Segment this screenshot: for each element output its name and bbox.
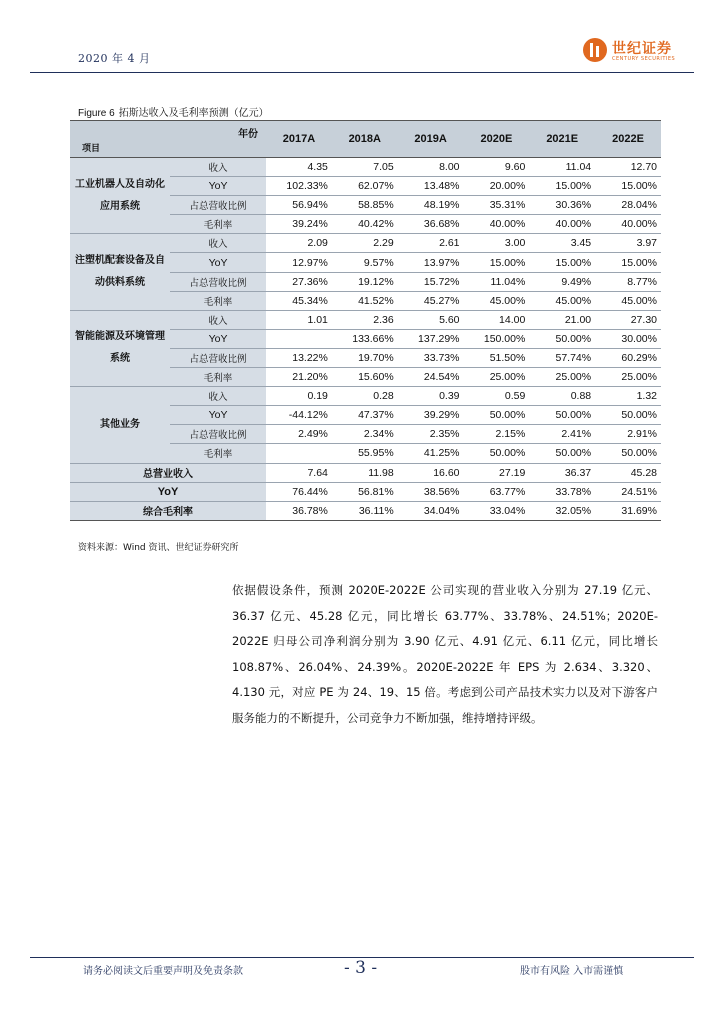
table-cell: 1.01 <box>266 310 332 329</box>
table-cell: 25.00% <box>464 368 530 387</box>
footer-disclaimer: 请务必阅读文后重要声明及免责条款 <box>83 966 243 977</box>
summary-row <box>70 463 661 482</box>
indicator-label: 占总营收比例 <box>170 348 266 367</box>
table-cell: 45.00% <box>529 291 595 310</box>
table-row <box>70 387 661 406</box>
table-cell: 24.54% <box>398 368 464 387</box>
table-cell: 27.19 <box>464 463 530 482</box>
table-cell: 11.04 <box>529 158 595 177</box>
summary-label: 总营业收入 <box>70 463 266 482</box>
logo-mark-icon <box>583 38 607 62</box>
indicator-label: 毛利率 <box>170 368 266 387</box>
indicator-label: 占总营收比例 <box>170 425 266 444</box>
table-cell: 8.00 <box>398 158 464 177</box>
table-cell: 0.59 <box>464 387 530 406</box>
indicator-label: 收入 <box>170 158 266 177</box>
table-cell: 2.15% <box>464 425 530 444</box>
table-cell: 40.00% <box>529 215 595 234</box>
table-cell: 45.00% <box>464 291 530 310</box>
table-header-row <box>70 121 661 158</box>
indicator-label: 收入 <box>170 310 266 329</box>
brand-logo <box>583 38 693 68</box>
data-source-note: 资料来源：Wind 资讯、世纪证券研究所 <box>78 543 239 553</box>
table-cell: 33.04% <box>464 501 530 520</box>
table-cell: 30.36% <box>529 196 595 215</box>
indicator-label: YoY <box>170 329 266 348</box>
table-cell: 9.49% <box>529 272 595 291</box>
table-cell: 27.30 <box>595 310 661 329</box>
table-cell: 32.05% <box>529 501 595 520</box>
table-cell: 45.00% <box>595 291 661 310</box>
table-cell: 0.28 <box>332 387 398 406</box>
table-cell: 3.97 <box>595 234 661 253</box>
table-cell: 56.94% <box>266 196 332 215</box>
table-cell: 41.25% <box>398 444 464 463</box>
table-cell: 13.48% <box>398 177 464 196</box>
figure-number: Figure 6 <box>78 108 115 119</box>
table-cell: 36.78% <box>266 501 332 520</box>
segment-name: 工业机器人及自动化应用系统 <box>70 158 170 234</box>
year-header: 2017A <box>266 121 332 158</box>
indicator-label: 占总营收比例 <box>170 196 266 215</box>
table-cell: 3.45 <box>529 234 595 253</box>
year-header: 2019A <box>398 121 464 158</box>
table-cell: 40.00% <box>464 215 530 234</box>
logo-english-name: CENTURY SECURITIES <box>612 56 676 62</box>
table-cell: -44.12% <box>266 406 332 425</box>
table-cell: 50.00% <box>464 444 530 463</box>
table-cell: 137.29% <box>398 329 464 348</box>
table-cell: 76.44% <box>266 482 332 501</box>
table-cell: 12.97% <box>266 253 332 272</box>
table-cell: 45.27% <box>398 291 464 310</box>
summary-label: 综合毛利率 <box>70 501 266 520</box>
table-row <box>70 310 661 329</box>
table-cell: 9.60 <box>464 158 530 177</box>
report-date: 2020 年 4 月 <box>78 52 151 65</box>
table-cell: 40.00% <box>595 215 661 234</box>
table-cell: 2.61 <box>398 234 464 253</box>
table-cell: 36.68% <box>398 215 464 234</box>
table-cell: 0.39 <box>398 387 464 406</box>
table-cell: 15.00% <box>529 253 595 272</box>
table-cell <box>266 329 332 348</box>
table-cell: 7.64 <box>266 463 332 482</box>
table-cell: 45.28 <box>595 463 661 482</box>
table-cell: 56.81% <box>332 482 398 501</box>
table-cell: 50.00% <box>595 444 661 463</box>
table-cell: 40.42% <box>332 215 398 234</box>
indicator-label: YoY <box>170 253 266 272</box>
table-cell: 15.00% <box>529 177 595 196</box>
table-cell: 50.00% <box>529 406 595 425</box>
table-cell: 1.32 <box>595 387 661 406</box>
table-cell: 47.37% <box>332 406 398 425</box>
table-cell: 38.56% <box>398 482 464 501</box>
table-cell: 36.37 <box>529 463 595 482</box>
table-cell: 15.60% <box>332 368 398 387</box>
forecast-table <box>70 120 661 521</box>
table-cell: 2.34% <box>332 425 398 444</box>
year-header: 2021E <box>529 121 595 158</box>
table-cell: 36.11% <box>332 501 398 520</box>
table-cell: 7.05 <box>332 158 398 177</box>
table-cell: 13.22% <box>266 348 332 367</box>
table-cell: 0.19 <box>266 387 332 406</box>
table-cell: 2.09 <box>266 234 332 253</box>
table-row <box>70 158 661 177</box>
table-cell: 3.00 <box>464 234 530 253</box>
table-cell: 25.00% <box>529 368 595 387</box>
indicator-label: 毛利率 <box>170 215 266 234</box>
table-cell: 24.51% <box>595 482 661 501</box>
analysis-paragraph: 依据假设条件，预测 2020E-2022E 公司实现的营业收入分别为 27.19 亿元、36.37 亿元、45.28 亿元，同比增长 63.77%、33.78%、24.51%；2020E-2022E 归母公司净利润分别为 3.90 亿元、4.91 亿元、6.11 亿元，同比增长 108.87%、26.04%、24.39%。2020E-2022E 年 EPS 为 2.634、3.320、4.130 元，对应 PE 为 24、19、15 倍。考虑到公司产品技术实力以及对下游客户服务能力的不断提升，公司竞争力不断加强，维持增持评级。 <box>232 583 658 725</box>
table-cell: 41.52% <box>332 291 398 310</box>
table-cell: 2.91% <box>595 425 661 444</box>
segment-name: 其他业务 <box>70 387 170 463</box>
year-header: 2022E <box>595 121 661 158</box>
table-cell: 50.00% <box>595 406 661 425</box>
table-cell <box>266 444 332 463</box>
table-cell: 60.29% <box>595 348 661 367</box>
table-cell: 133.66% <box>332 329 398 348</box>
table-cell: 15.00% <box>595 253 661 272</box>
table-cell: 33.78% <box>529 482 595 501</box>
table-cell: 30.00% <box>595 329 661 348</box>
table-cell: 12.70 <box>595 158 661 177</box>
logo-name: 世纪证券 <box>612 41 672 57</box>
table-cell: 2.49% <box>266 425 332 444</box>
table-cell: 19.70% <box>332 348 398 367</box>
table-cell: 14.00 <box>464 310 530 329</box>
corner-item-label: 项目 <box>82 143 101 153</box>
page-number: - 3 - <box>344 958 378 978</box>
indicator-label: 毛利率 <box>170 291 266 310</box>
table-cell: 25.00% <box>595 368 661 387</box>
table-cell: 19.12% <box>332 272 398 291</box>
table-cell: 2.35% <box>398 425 464 444</box>
table-cell: 62.07% <box>332 177 398 196</box>
indicator-label: 占总营收比例 <box>170 272 266 291</box>
table-cell: 35.31% <box>464 196 530 215</box>
table-cell: 31.69% <box>595 501 661 520</box>
table-cell: 2.41% <box>529 425 595 444</box>
table-cell: 39.29% <box>398 406 464 425</box>
table-cell: 102.33% <box>266 177 332 196</box>
table-cell: 16.60 <box>398 463 464 482</box>
table-cell: 15.00% <box>595 177 661 196</box>
table-cell: 13.97% <box>398 253 464 272</box>
table-cell: 20.00% <box>464 177 530 196</box>
table-cell: 2.36 <box>332 310 398 329</box>
table-cell: 11.98 <box>332 463 398 482</box>
table-cell: 21.00 <box>529 310 595 329</box>
table-cell: 150.00% <box>464 329 530 348</box>
table-cell: 15.72% <box>398 272 464 291</box>
table-cell: 51.50% <box>464 348 530 367</box>
table-cell: 58.85% <box>332 196 398 215</box>
year-header: 2018A <box>332 121 398 158</box>
figure-caption: 拓斯达收入及毛利率预测（亿元） <box>118 108 269 119</box>
table-cell: 55.95% <box>332 444 398 463</box>
indicator-label: 收入 <box>170 234 266 253</box>
header-divider <box>30 72 694 73</box>
table-cell: 34.04% <box>398 501 464 520</box>
table-cell: 8.77% <box>595 272 661 291</box>
table-cell: 0.88 <box>529 387 595 406</box>
table-cell: 11.04% <box>464 272 530 291</box>
table-cell: 39.24% <box>266 215 332 234</box>
table-cell: 50.00% <box>529 444 595 463</box>
table-cell: 2.29 <box>332 234 398 253</box>
summary-label: YoY <box>70 482 266 501</box>
table-row <box>70 234 661 253</box>
segment-name: 智能能源及环境管理系统 <box>70 310 170 386</box>
summary-row <box>70 501 661 520</box>
table-cell: 21.20% <box>266 368 332 387</box>
table-cell: 50.00% <box>529 329 595 348</box>
indicator-label: YoY <box>170 177 266 196</box>
figure-title <box>78 104 269 119</box>
table-cell: 63.77% <box>464 482 530 501</box>
table-cell: 57.74% <box>529 348 595 367</box>
table-cell: 4.35 <box>266 158 332 177</box>
summary-row <box>70 482 661 501</box>
table-cell: 33.73% <box>398 348 464 367</box>
footer-risk-warning: 股市有风险 入市需谨慎 <box>520 966 624 977</box>
table-cell: 27.36% <box>266 272 332 291</box>
segment-name: 注塑机配套设备及自动供料系统 <box>70 234 170 310</box>
table-cell: 15.00% <box>464 253 530 272</box>
table-corner-cell <box>70 121 266 158</box>
indicator-label: YoY <box>170 406 266 425</box>
table-cell: 9.57% <box>332 253 398 272</box>
table-cell: 50.00% <box>464 406 530 425</box>
table-cell: 45.34% <box>266 291 332 310</box>
indicator-label: 毛利率 <box>170 444 266 463</box>
table-cell: 28.04% <box>595 196 661 215</box>
year-header: 2020E <box>464 121 530 158</box>
corner-year-label: 年份 <box>238 129 259 140</box>
table-cell: 5.60 <box>398 310 464 329</box>
indicator-label: 收入 <box>170 387 266 406</box>
table-cell: 48.19% <box>398 196 464 215</box>
